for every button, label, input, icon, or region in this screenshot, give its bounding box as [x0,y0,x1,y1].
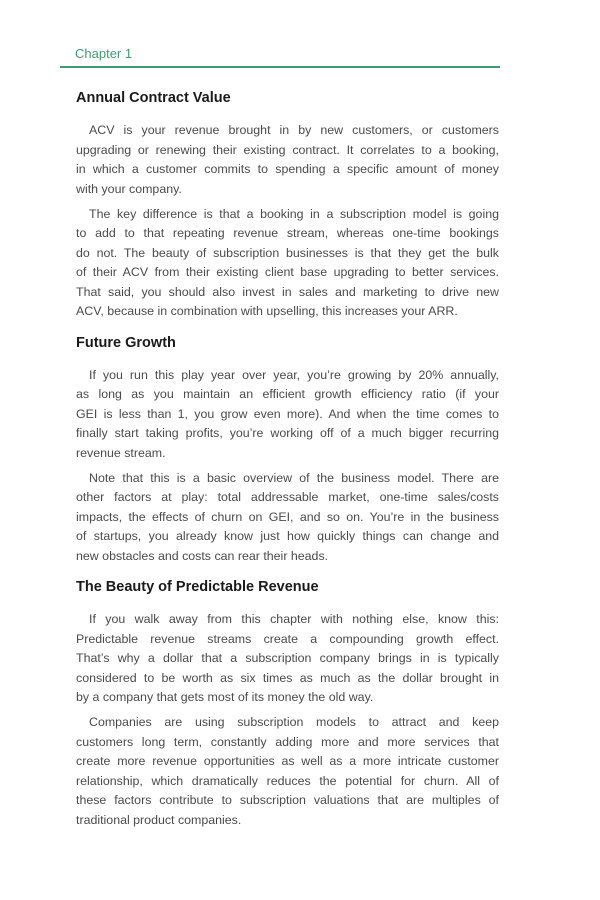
text-line: GEI is less than 1, you grow even more). And when the time comes to [76,406,499,421]
section [76,577,499,830]
paragraph [76,469,499,567]
text-line: impacts, the effects of churn on GEI, and so on. You’re in the business [76,509,499,524]
text-line: relationship, which dramatically reduces the potential for churn. All of [76,773,499,788]
section-heading: Annual Contract Value [76,90,231,106]
text-line: these factors contribute to subscription valuations that are multiples of [76,793,499,807]
text-line: upgrading or renewing their existing contract. It correlates to a booking, [76,142,499,157]
text-line: The key difference is that a booking in a subscription model is going [89,206,499,221]
text-line: ACV, because in combination with upselling, this increases your ARR. [76,304,458,318]
section [76,88,499,322]
section [76,333,499,567]
text-line: Predictable revenue streams create a compounding growth effect. [76,631,499,646]
section-heading: Future Growth [76,334,176,351]
running-head: Chapter 1 [75,46,133,61]
text-line: Note that this is a basic overview of the business model. There are [89,470,499,485]
section-heading: The Beauty of Predictable Revenue [76,579,319,595]
paragraph [76,366,499,464]
page-content [76,88,499,830]
text-line: That said, you should also invest in sales and marketing to drive new [76,284,499,299]
text-line: in which a customer commits to spending a specific amount of money [76,162,499,176]
text-line: by a company that gets most of its money the old way. [76,690,374,704]
text-line: do not. The beauty of subscription businesses is that they get the bulk [76,245,499,260]
paragraph [76,713,499,830]
text-line: other factors at play: total addressable market, one-time sales/costs [76,490,499,504]
paragraph [76,121,499,199]
text-line: with your company. [76,181,182,196]
text-line: finally start taking profits, you’re working off of a much bigger recurring [76,426,499,440]
text-line: considered to be worth as six times as much as the dollar brought in [76,670,499,685]
text-line: to add to that repeating revenue stream, whereas one-time bookings [76,226,499,240]
text-line: of their ACV from their existing client base upgrading to better services. [76,265,499,279]
text-line: Companies are using subscription models to attract and keep [89,715,499,729]
paragraph [76,610,499,708]
text-line: traditional product companies. [76,812,242,827]
text-line: new obstacles and costs can rear their heads. [76,548,329,563]
text-line: revenue stream. [76,445,166,460]
text-line: ACV is your revenue brought in by new customers, or customers [89,123,499,137]
text-line: That’s why a dollar that a subscription company brings in is typically [76,651,499,665]
header-rule [60,66,500,68]
text-line: of startups, you already know just how quickly things can change and [76,529,499,543]
text-line: If you run this play year over year, you’re growing by 20% annually, [89,367,499,382]
text-line: create more revenue opportunities as well as a more intricate customer [76,754,499,768]
text-line: customers long term, constantly adding more and more services that [76,734,499,749]
paragraph [76,205,499,322]
text-line: as long as you maintain an efficient growth efficiency ratio (if your [76,387,499,401]
text-line: If you walk away from this chapter with nothing else, know this: [89,612,499,626]
